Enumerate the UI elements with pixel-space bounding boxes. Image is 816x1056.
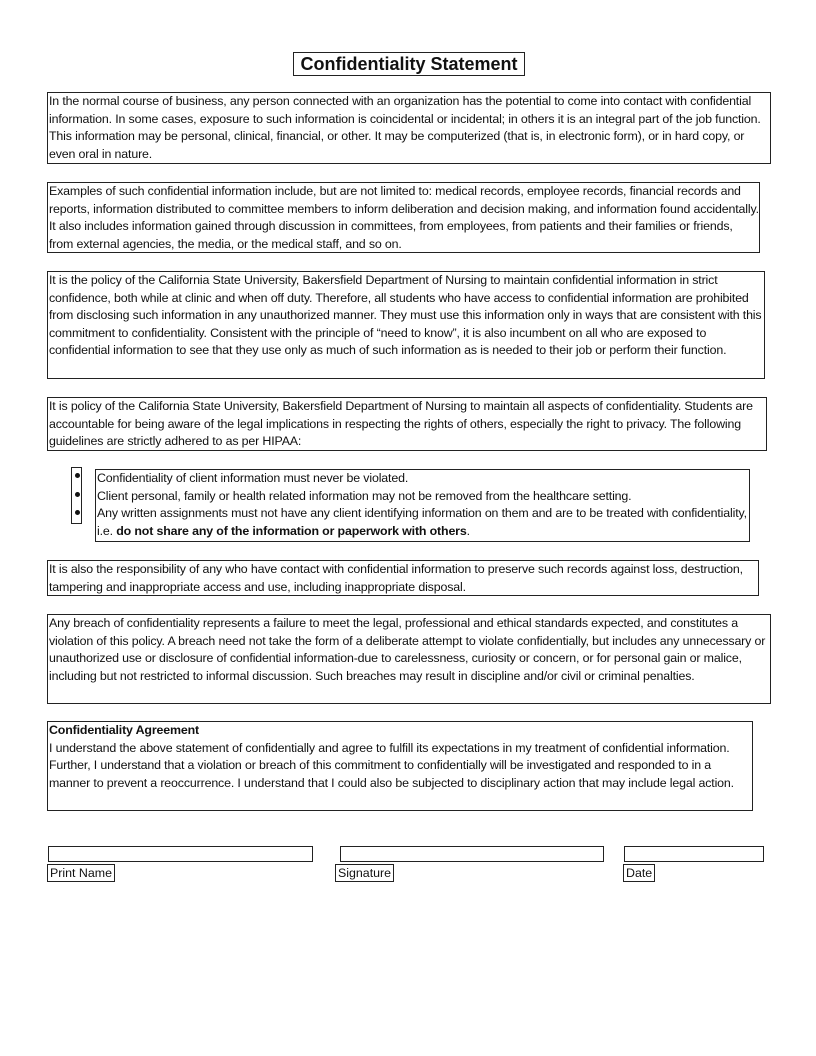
guideline-item: Client personal, family or health related information may not be removed from the healthcare setting. (97, 488, 632, 503)
hipaa-policy-paragraph: It is policy of the California State University, Bakersfield Department of Nursing to maintain all aspects of confidentiality. Students are accountable for being aware of the legal implications in respecting the rights of others, especially the right to privacy. The following guidelines are strictly adhered to as per HIPAA: (47, 397, 767, 451)
policy-paragraph: It is the policy of the California State University, Bakersfield Department of Nursing to maintain confidential information in strict confidence, both while at clinic and when off duty. Therefore, all students who have access to confidential information are prohibited from disclosing such information in any unauthorized manner. They must use this information only in ways that are consistent with this commitment to confidentiality. Consistent with the principle of “need to know”, it is also incumbent on all who are exposed to confidential information to see that they use only as much of such information as is needed to their job or perform their function. (47, 271, 765, 379)
guideline-item (97, 505, 749, 540)
print-name-label: Print Name (47, 864, 115, 882)
print-name-line[interactable] (48, 846, 313, 862)
signature-label: Signature (335, 864, 394, 882)
signature-line[interactable] (340, 846, 604, 862)
intro-paragraph: In the normal course of business, any person connected with an organization has the potential to come into contact with confidential information. In some cases, exposure to such information is coincidental or incidental; in others it is an integral part of the job function. This information may be personal, clinical, financial, or other. It may be computerized (that is, in electronic form), or in hard copy, or even oral in nature. (47, 92, 771, 164)
page-title: Confidentiality Statement (293, 52, 525, 76)
guideline-text: Any written assignments must not have any client identifying information on them and are to be treated with confidentiality, i.e. (97, 506, 747, 538)
guideline-period: . (466, 523, 470, 538)
date-line[interactable] (624, 846, 764, 862)
examples-paragraph: Examples of such confidential information include, but are not limited to: medical records, employee records, financial records and reports, information distributed to committee members to inform deliberation and decision making, and information found accidentally. It also includes information gained through discussion in committees, from employees, from patients and their families or friends, from external agencies, the media, or the medical staff, and so on. (47, 182, 760, 253)
agreement-section (47, 721, 753, 811)
guideline-item: Confidentiality of client information must never be violated. (97, 471, 409, 485)
agreement-text: I understand the above statement of confidentially and agree to fulfill its expectations in my treatment of confidential information. Further, I understand that a violation or breach of this commitment to confidentially will be investigated and responded to in a manner to prevent a reoccurrence. I understand that I could also be subjected to disciplinary action that may include legal action. (49, 740, 734, 790)
guideline-emphasis: do not share any of the information or paperwork with others (116, 523, 467, 538)
guidelines-list (95, 469, 750, 542)
breach-paragraph: Any breach of confidentiality represents a failure to meet the legal, professional and ethical standards expected, and constitutes a violation of this policy. A breach need not take the form of a deliberate attempt to violate confidentially, but includes any unnecessary or unauthorized use or disclosure of confidential information-due to carelessness, curiosity or concern, or for personal gain or malice, including but not restricted to informal discussion. Such breaches may result in discipline and/or civil or criminal penalties. (47, 614, 771, 704)
bullet-icon (75, 510, 80, 515)
bullet-icon (75, 473, 80, 478)
date-label: Date (623, 864, 655, 882)
agreement-heading: Confidentiality Agreement (49, 723, 200, 737)
bullet-icon (75, 492, 80, 497)
bullet-markers (71, 467, 82, 524)
responsibility-paragraph: It is also the responsibility of any who have contact with confidential information to preserve such records against loss, destruction, tampering and inappropriate access and use, including inappropriate disposal. (47, 560, 759, 596)
